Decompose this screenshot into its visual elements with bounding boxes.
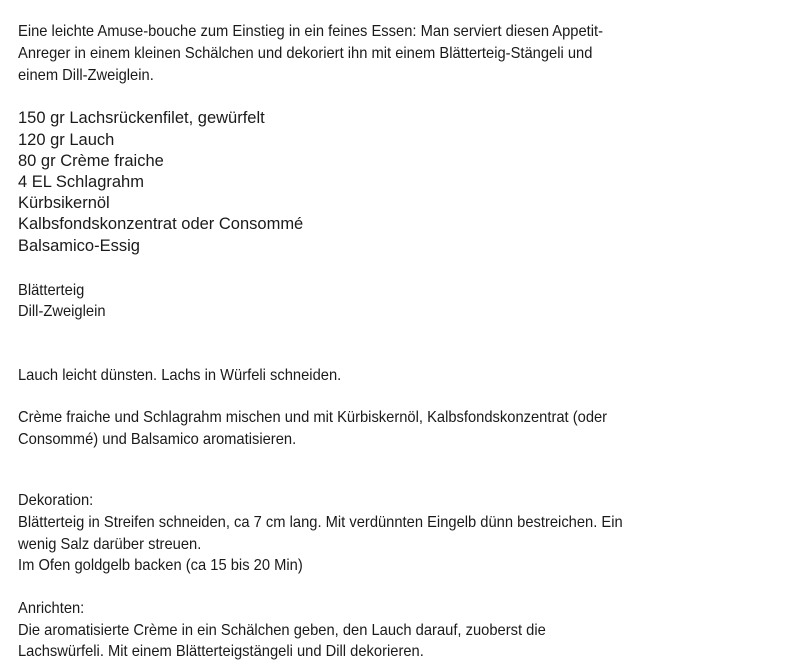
step-text: Consommé) und Balsamico aromatisieren.: [18, 431, 297, 448]
step-text: Crème fraiche und Schlagrahm mischen und mit Kürbiskernöl, Kalbsfondskonzentrat (oder: [18, 409, 608, 426]
ingredient-item: Kalbsfondskonzentrat oder Consommé: [18, 215, 304, 233]
ingredient-item: Dill-Zweiglein: [18, 303, 106, 320]
step-text: Lauch leicht dünsten. Lachs in Würfeli schneiden.: [18, 367, 342, 384]
ingredient-item: Balsamico-Essig: [18, 237, 140, 255]
ingredient-item: 80 gr Crème fraiche: [18, 152, 164, 170]
ingredient-item: 120 gr Lauch: [18, 131, 115, 149]
ingredient-item: 4 EL Schlagrahm: [18, 173, 144, 191]
section-text: Lachswürfeli. Mit einem Blätterteigstängeli und Dill dekorieren.: [18, 643, 424, 660]
section-heading: Dekoration:: [18, 492, 94, 509]
intro-line: Anreger in einem kleinen Schälchen und dekoriert ihn mit einem Blätterteig-Stängeli und: [18, 45, 593, 62]
ingredient-item: Blätterteig: [18, 282, 85, 299]
section-text: wenig Salz darüber streuen.: [18, 536, 202, 553]
section-text: Die aromatisierte Crème in ein Schälchen geben, den Lauch darauf, zuoberst die: [18, 622, 546, 639]
intro-line: einem Dill-Zweiglein.: [18, 67, 154, 84]
intro-line: Eine leichte Amuse-bouche zum Einstieg in ein feines Essen: Man serviert diesen Appetit-: [18, 23, 604, 40]
section-text: Im Ofen goldgelb backen (ca 15 bis 20 Min): [18, 557, 303, 574]
ingredient-item: 150 gr Lachsrückenfilet, gewürfelt: [18, 109, 265, 127]
ingredient-item: Kürbsikernöl: [18, 194, 110, 212]
section-heading: Anrichten:: [18, 600, 85, 617]
section-text: Blätterteig in Streifen schneiden, ca 7 cm lang. Mit verdünnten Eingelb dünn bestreichen. Ein: [18, 514, 623, 531]
